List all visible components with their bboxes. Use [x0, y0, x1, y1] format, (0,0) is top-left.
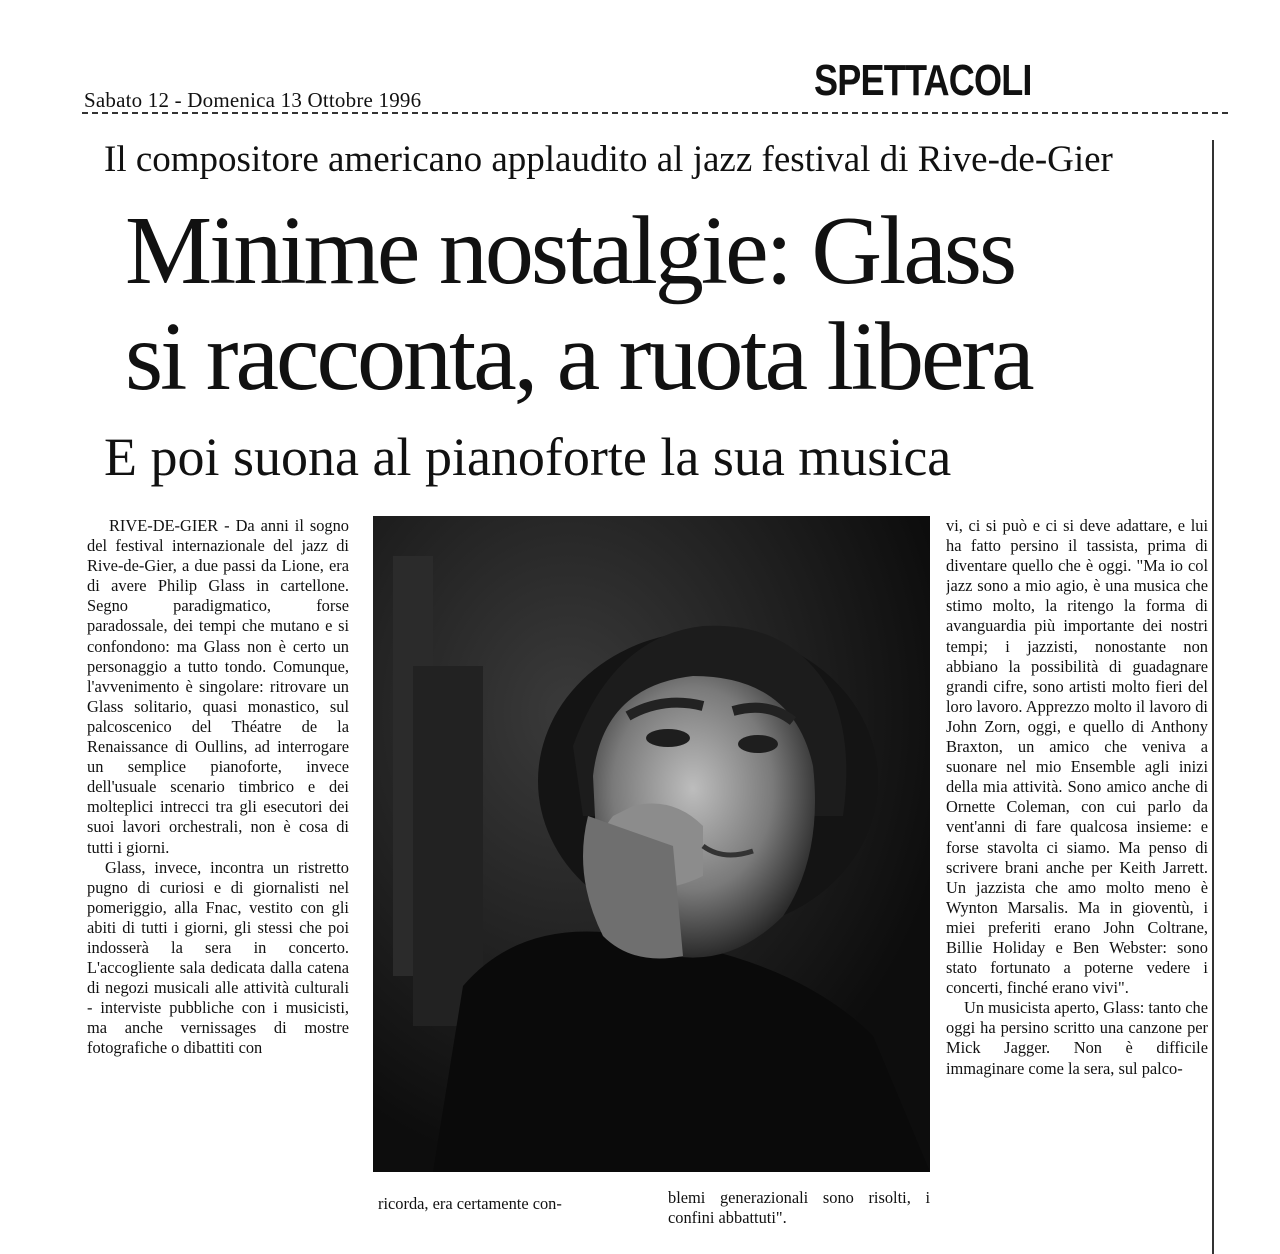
section-title: SPETTACOLI — [814, 56, 1032, 105]
article-headline — [125, 198, 1205, 410]
article-column-3-continued — [668, 1188, 930, 1254]
header-divider — [82, 112, 1228, 114]
article-column-1 — [87, 516, 349, 1216]
paragraph: ricorda, era certamente con- — [378, 1194, 562, 1213]
paragraph: vi, ci si può e ci si deve adattare, e lui ha fatto persino il tassista, prima di diventare quello che è oggi. "Ma io col jazz sono a mio agio, è una musica che stimo molto, la ritengo la forma di avanguardia più importante dei nostri tempi; i jazzisti, nonostante non abbiano la possibilità di guadagnare grandi cifre, sono artisti molto fieri del loro lavoro. Apprezzo molto il lavoro di John Zorn, oggi, e quello di Anthony Braxton, un amico che veniva a suonare nel mio Ensemble agli inizi della mia attività. Sono amico anche di Ornette Coleman, con cui parlo da vent'anni di fare qualcosa insieme: e forse stavolta ci siamo. Ma penso di scrivere brani anche per Keith Jarrett. Un jazzista che amo molto meno è Wynton Marsalis. Ma in gioventù, i miei preferiti erano John Coltrane, Billie Holiday e Ben Webster: sono stato fortunato a poterne vedere i concerti, finché erano vivi". — [946, 516, 1208, 998]
portrait-illustration — [373, 516, 930, 1172]
article-column-2-continued — [378, 1194, 640, 1254]
paragraph: RIVE-DE-GIER - Da anni il sogno del festival internazionale del jazz di Rive-de-Gier, a due passi da Lione, era di avere Philip Glass in cartellone. Segno paradigmatico, forse paradossale, dei tempi che mutano e si confondono: ma Glass non è certo un personaggio a tutto tondo. Comunque, l'avvenimento è singolare: ritrovare un Glass solitario, quasi monastico, sul palcoscenico del Théatre de la Renaissance di Oullins, ad interrogare un semplice pianoforte, invece dell'usuale scenario timbrico e dei molteplici intrecci tra gli esecutori dei suoi lavori orchestrali, non è cosa di tutti i giorni. — [87, 516, 349, 857]
paragraph: Glass, invece, incontra un ristretto pugno di curiosi e di giornalisti nel pomeriggio, alla Fnac, vestito con gli abiti di tutti i giorni, gli stessi che poi indosserà la sera in concerto. L'accogliente sala dedicata dalla catena di negozi musicali alle attività culturali - interviste pubbliche con i musicisti, ma anche vernissages di mostre fotografiche o dibattiti con — [87, 857, 349, 1058]
paragraph: Un musicista aperto, Glass: tanto che oggi ha persino scritto una canzone per Mick Jagger. Non è difficile immaginare come la sera, sul palco- — [946, 998, 1208, 1078]
article-kicker: Il compositore americano applaudito al jazz festival di Rive-de-Gier — [104, 139, 1113, 180]
portrait-photo — [373, 516, 930, 1172]
column-rule — [1212, 140, 1214, 1254]
headline-line-2: si racconta, a ruota libera — [125, 303, 1032, 411]
paragraph: blemi generazionali sono risolti, i confini abbattuti". — [668, 1188, 930, 1228]
dateline: Sabato 12 - Domenica 13 Ottobre 1996 — [84, 88, 422, 112]
article-column-4 — [946, 516, 1208, 1254]
article-deck: E poi suona al pianoforte la sua musica — [104, 427, 952, 487]
headline-line-1: Minime nostalgie: Glass — [125, 197, 1015, 305]
